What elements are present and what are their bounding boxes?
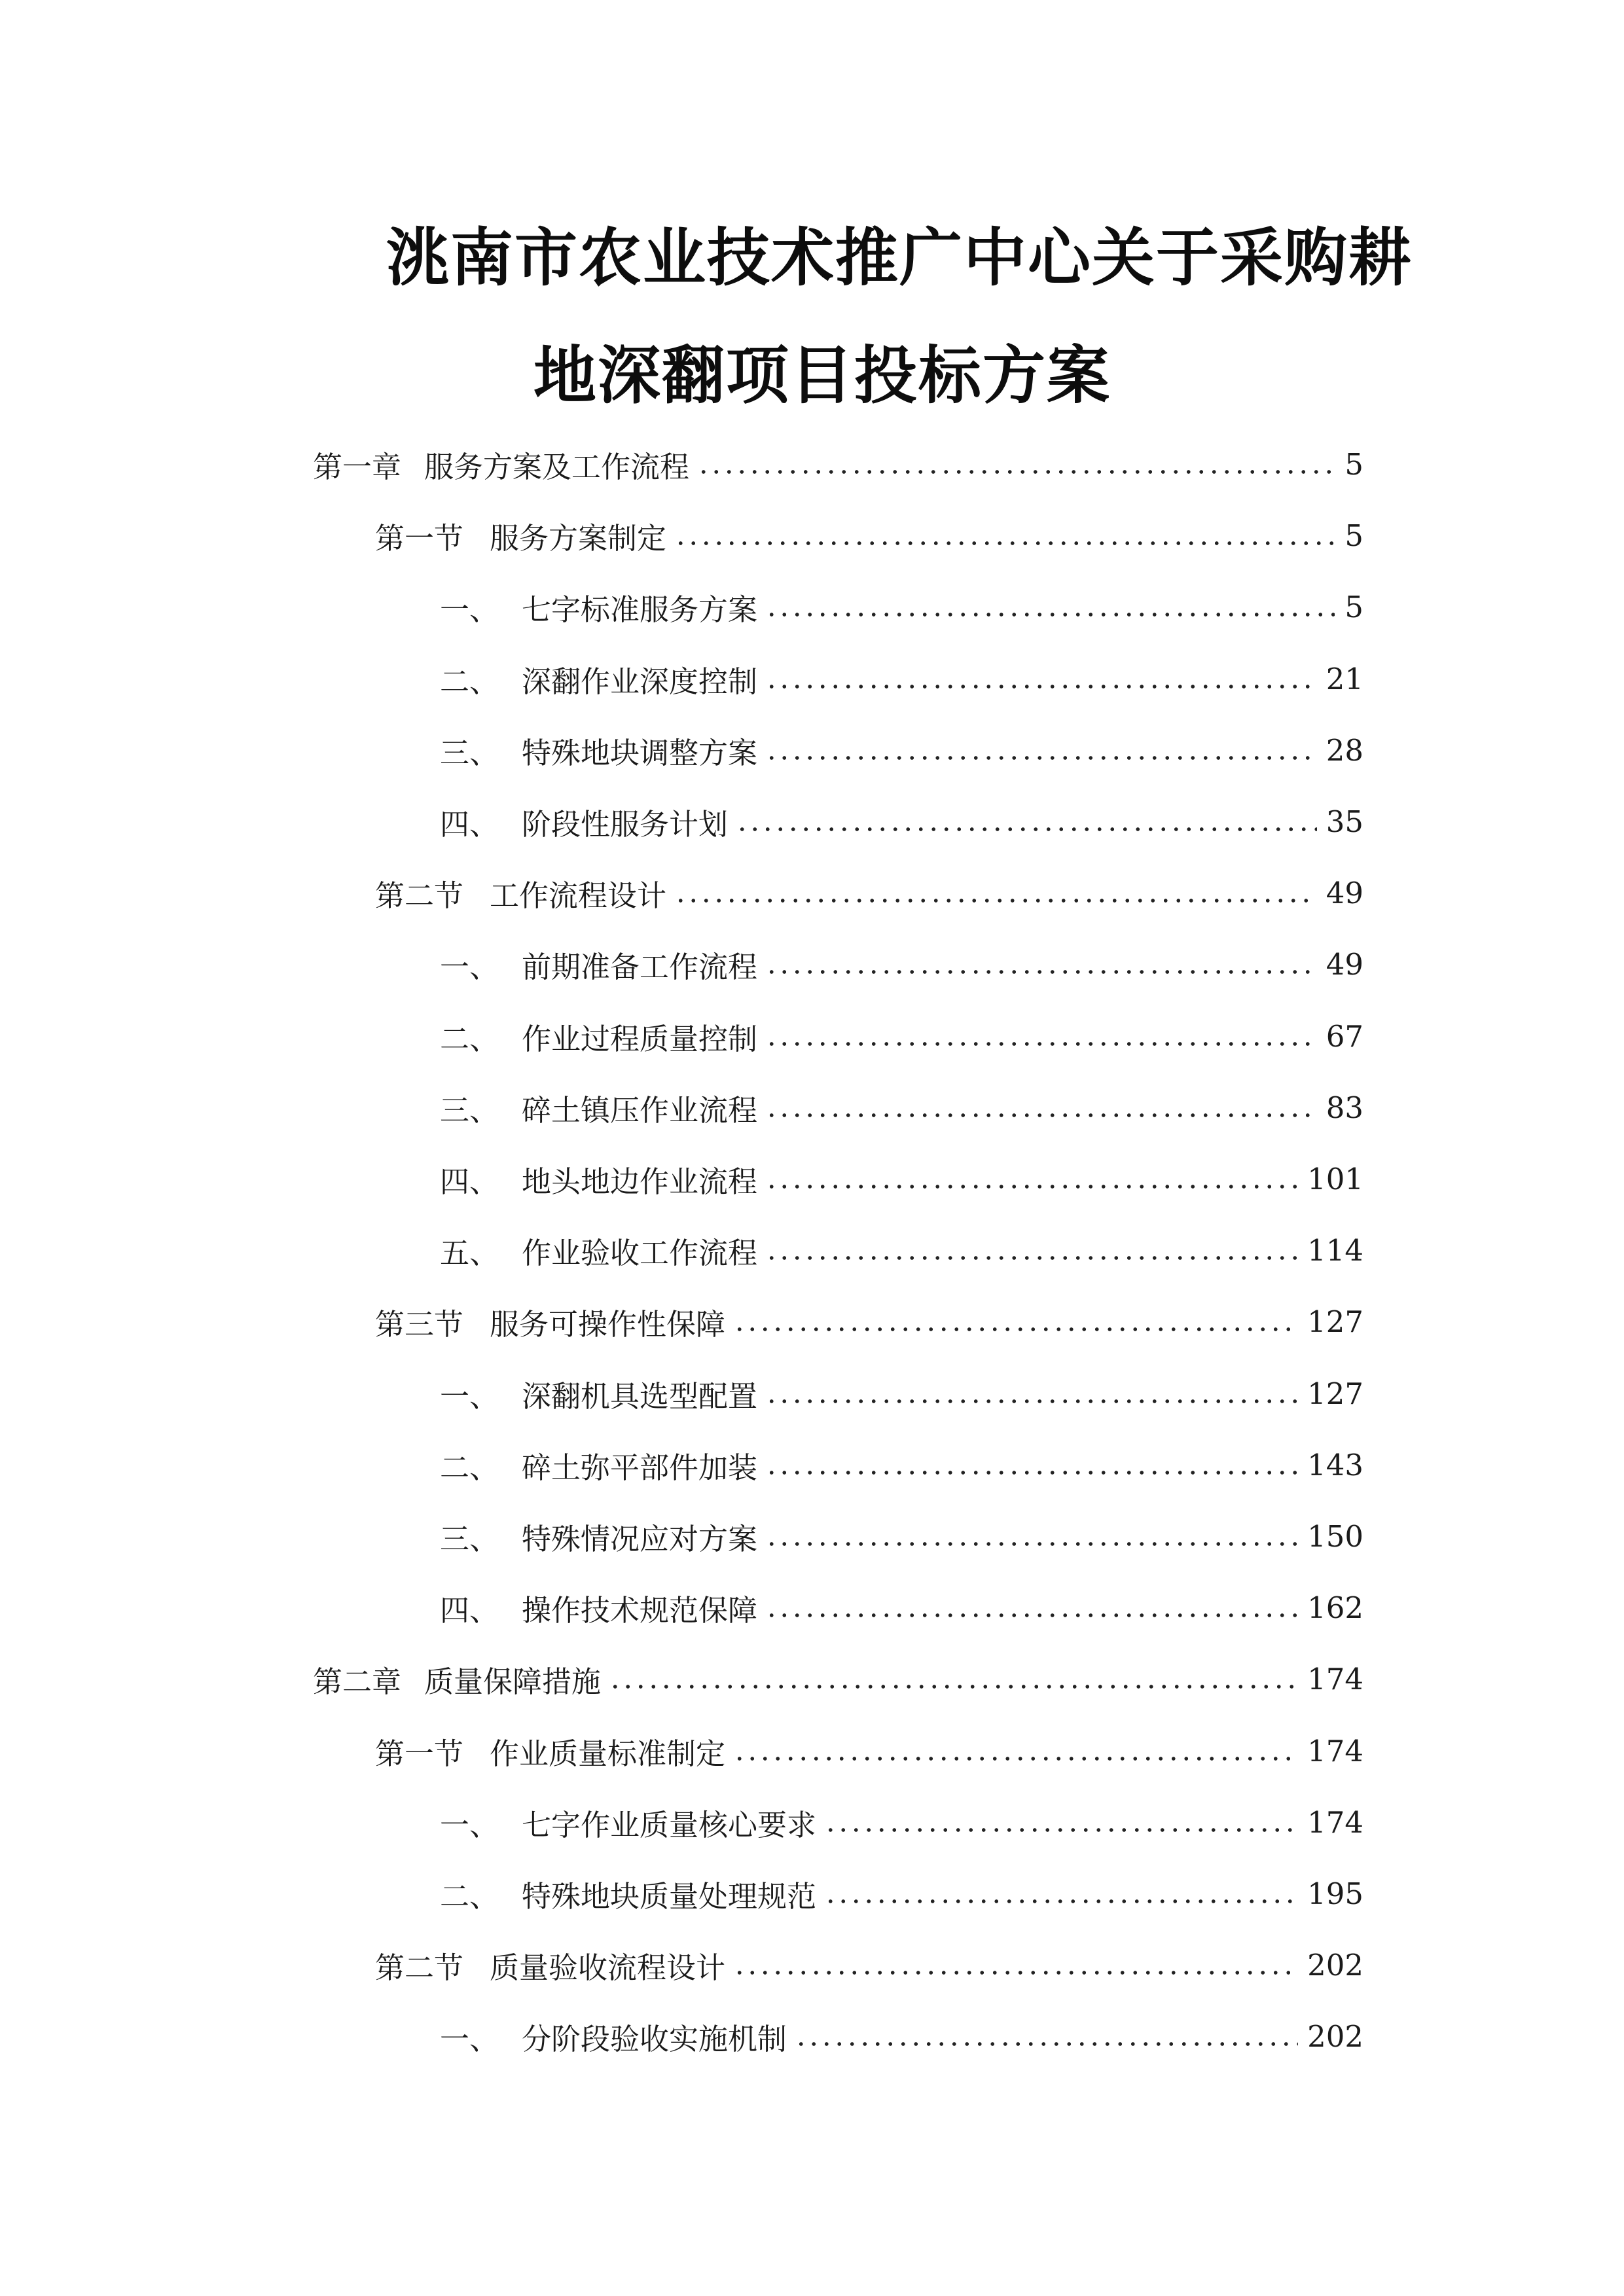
toc-entry-label: 七字作业质量核心要求 [522, 1807, 817, 1842]
toc-entry[interactable] [440, 1085, 1363, 1130]
toc-entry[interactable] [375, 870, 1363, 916]
toc-dot-leader [674, 899, 1317, 903]
toc-entry-page-number: 21 [1326, 661, 1363, 696]
toc-entry-number: 二、 [440, 1450, 499, 1485]
toc-entry[interactable] [313, 441, 1363, 487]
toc-entry-page-number: 195 [1307, 1876, 1363, 1911]
toc-entry-label: 作业质量标准制定 [490, 1736, 726, 1771]
toc-entry-page-number: 174 [1307, 1733, 1363, 1768]
toc-entry[interactable] [440, 1227, 1363, 1273]
toc-entry-label: 阶段性服务计划 [522, 806, 729, 842]
toc-entry-number: 一、 [440, 949, 499, 984]
toc-entry[interactable] [440, 2013, 1363, 2059]
toc-entry[interactable] [440, 1799, 1363, 1845]
toc-entry-label: 服务方案制定 [490, 520, 667, 556]
toc-entry[interactable] [440, 1371, 1363, 1416]
toc-dot-leader [765, 613, 1335, 617]
toc-entry-number: 一、 [440, 592, 499, 627]
toc-entry-page-number: 101 [1307, 1161, 1363, 1196]
toc-dot-leader [765, 756, 1317, 760]
toc-dot-leader [765, 1542, 1298, 1546]
toc-entry-page-number: 67 [1326, 1018, 1363, 1054]
toc-entry-number: 一、 [440, 1378, 499, 1414]
toc-entry-page-number: 49 [1326, 946, 1363, 982]
toc-entry-number: 五、 [440, 1235, 499, 1270]
toc-dot-leader [674, 541, 1335, 545]
toc-entry-page-number: 35 [1326, 804, 1363, 839]
toc-entry-number: 四、 [440, 1164, 499, 1199]
toc-dot-leader [609, 1685, 1298, 1689]
toc-entry[interactable] [440, 1585, 1363, 1630]
toc-entry-page-number: 5 [1344, 589, 1363, 624]
toc-entry[interactable] [440, 584, 1363, 630]
toc-dot-leader [733, 1327, 1298, 1331]
toc-entry-label: 服务可操作性保障 [490, 1306, 726, 1342]
toc-entry-page-number: 202 [1307, 1947, 1363, 1982]
toc-entry-page-number: 49 [1326, 875, 1363, 910]
toc-dot-leader [824, 1828, 1298, 1832]
toc-entry[interactable] [375, 1942, 1363, 1988]
toc-entry-label: 质量保障措施 [424, 1664, 602, 1699]
toc-entry-number: 二、 [440, 664, 499, 699]
toc-dot-leader [733, 1971, 1298, 1975]
document-title-line-1: 洮南市农业技术推广中心关于采购耕 [386, 221, 1413, 295]
toc-entry-number: 三、 [440, 1092, 499, 1128]
toc-entry-label: 前期准备工作流程 [522, 949, 758, 984]
toc-entry-number: 第三节 [375, 1306, 464, 1342]
toc-entry-label: 服务方案及工作流程 [424, 449, 690, 484]
toc-entry-page-number: 174 [1307, 1661, 1363, 1696]
toc-entry-number: 第一节 [375, 520, 464, 556]
toc-entry-number: 二、 [440, 1021, 499, 1056]
toc-entry-number: 四、 [440, 806, 499, 842]
toc-entry-label: 操作技术规范保障 [522, 1592, 758, 1628]
toc-entry-number: 三、 [440, 1521, 499, 1556]
toc-entry-label: 工作流程设计 [490, 878, 667, 913]
toc-entry-page-number: 127 [1307, 1304, 1363, 1339]
toc-entry-number: 第二章 [313, 1664, 402, 1699]
toc-dot-leader [765, 1613, 1298, 1617]
toc-entry[interactable] [440, 1156, 1363, 1202]
toc-entry-page-number: 143 [1307, 1447, 1363, 1482]
toc-entry-number: 三、 [440, 735, 499, 770]
toc-entry-label: 地头地边作业流程 [522, 1164, 758, 1199]
toc-entry-label: 作业过程质量控制 [522, 1021, 758, 1056]
toc-dot-leader [824, 1899, 1298, 1903]
toc-entry-page-number: 202 [1307, 2018, 1363, 2054]
document-title-line-2: 地深翻项目投标方案 [533, 339, 1111, 412]
toc-entry-label: 特殊情况应对方案 [522, 1521, 758, 1556]
toc-entry-page-number: 114 [1307, 1232, 1363, 1268]
toc-dot-leader [765, 1185, 1298, 1189]
toc-entry-label: 质量验收流程设计 [490, 1950, 726, 1985]
toc-dot-leader [697, 470, 1335, 474]
toc-entry-page-number: 83 [1326, 1090, 1363, 1125]
toc-dot-leader [736, 827, 1317, 831]
toc-dot-leader [765, 1471, 1298, 1475]
toc-entry[interactable] [440, 727, 1363, 773]
toc-entry-number: 第二节 [375, 878, 464, 913]
toc-entry-page-number: 162 [1307, 1590, 1363, 1625]
toc-entry[interactable] [440, 941, 1363, 987]
toc-entry-number: 一、 [440, 1807, 499, 1842]
toc-entry-label: 作业验收工作流程 [522, 1235, 758, 1270]
toc-dot-leader [765, 685, 1317, 689]
toc-entry-label: 碎土弥平部件加装 [522, 1450, 758, 1485]
toc-entry-label: 分阶段验收实施机制 [522, 2021, 787, 2056]
toc-entry-page-number: 28 [1326, 732, 1363, 768]
toc-entry-number: 四、 [440, 1592, 499, 1628]
toc-entry-page-number: 174 [1307, 1804, 1363, 1840]
toc-entry[interactable] [375, 1728, 1363, 1774]
toc-entry-label: 特殊地块调整方案 [522, 735, 758, 770]
toc-entry-number: 一、 [440, 2021, 499, 2056]
toc-dot-leader [765, 1399, 1298, 1403]
toc-entry-page-number: 150 [1307, 1518, 1363, 1554]
toc-entry-page-number: 127 [1307, 1376, 1363, 1411]
toc-entry[interactable] [375, 1299, 1363, 1344]
toc-entry-number: 第一节 [375, 1736, 464, 1771]
toc-entry[interactable] [440, 1513, 1363, 1559]
toc-entry-label: 特殊地块质量处理规范 [522, 1878, 817, 1914]
toc-entry[interactable] [440, 1013, 1363, 1059]
toc-entry-label: 碎土镇压作业流程 [522, 1092, 758, 1128]
toc-entry-number: 二、 [440, 1878, 499, 1914]
toc-dot-leader [765, 970, 1317, 974]
toc-dot-leader [733, 1757, 1298, 1761]
toc-dot-leader [765, 1113, 1317, 1117]
toc-entry-page-number: 5 [1344, 446, 1363, 482]
toc-entry-number: 第二节 [375, 1950, 464, 1985]
toc-entry-label: 七字标准服务方案 [522, 592, 758, 627]
toc-entry-page-number: 5 [1344, 518, 1363, 553]
toc-entry-label: 深翻机具选型配置 [522, 1378, 758, 1414]
toc-entry[interactable] [440, 1442, 1363, 1488]
toc-dot-leader [795, 2042, 1298, 2046]
toc-entry-number: 第一章 [313, 449, 402, 484]
toc-entry-label: 深翻作业深度控制 [522, 664, 758, 699]
toc-entry[interactable] [440, 656, 1363, 702]
toc-entry[interactable] [440, 798, 1363, 844]
toc-dot-leader [765, 1042, 1317, 1046]
toc-entry[interactable] [440, 1871, 1363, 1916]
toc-entry[interactable] [375, 512, 1363, 558]
toc-dot-leader [765, 1256, 1298, 1260]
toc-entry[interactable] [313, 1656, 1363, 1702]
